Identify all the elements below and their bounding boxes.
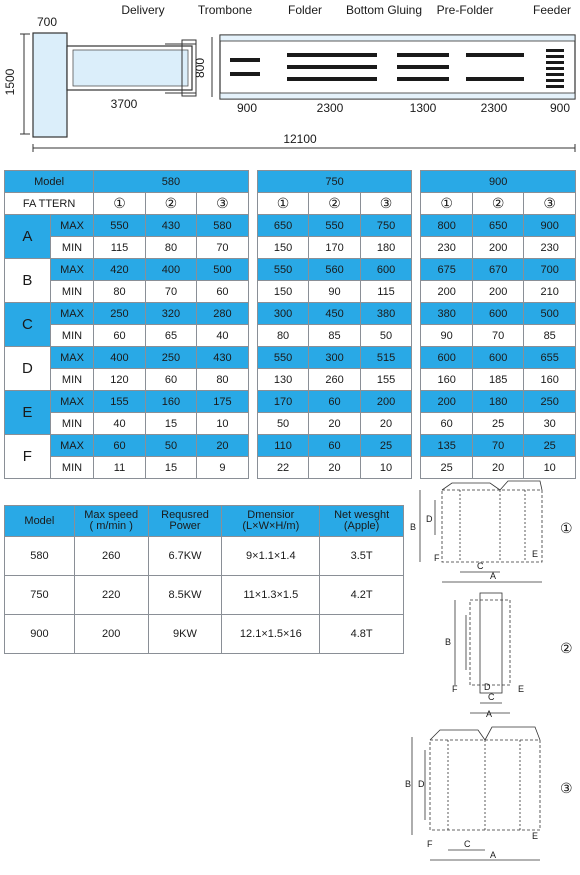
- box1-label-b: B: [410, 522, 417, 532]
- spec-header: [320, 506, 404, 537]
- pattern-number: ③: [197, 193, 248, 215]
- table-row: [5, 215, 576, 237]
- dim-900-a: 900: [236, 101, 258, 115]
- table-row: [5, 391, 576, 413]
- value-cell: 60: [197, 281, 248, 303]
- model-750: 750: [257, 171, 411, 193]
- value-cell: 20: [360, 413, 411, 435]
- table-row: [5, 259, 576, 281]
- min-label: MIN: [50, 457, 93, 479]
- pattern-number: ②: [145, 193, 196, 215]
- value-cell: 25: [524, 435, 576, 457]
- value-cell: 80: [197, 369, 248, 391]
- box3-label-d: D: [418, 779, 425, 789]
- value-cell: 90: [421, 325, 472, 347]
- spec-cell: 9×1.1×1.4: [222, 537, 320, 576]
- spec-cell: 6.7KW: [148, 537, 222, 576]
- value-cell: 900: [524, 215, 576, 237]
- value-cell: 200: [421, 391, 472, 413]
- value-cell: 160: [145, 391, 196, 413]
- table-row: [5, 413, 576, 435]
- station-label-feeder: Feeder: [532, 3, 572, 17]
- value-cell: 50: [145, 435, 196, 457]
- pattern-number: ①: [94, 193, 145, 215]
- value-cell: 700: [524, 259, 576, 281]
- value-cell: 70: [145, 281, 196, 303]
- model-580: 580: [94, 171, 248, 193]
- dim-800-label: 800: [193, 57, 207, 79]
- value-cell: 22: [257, 457, 308, 479]
- table-row: [5, 325, 576, 347]
- spec-header-line: Model: [24, 514, 55, 527]
- dimension-letter: F: [5, 435, 51, 479]
- value-cell: 90: [309, 281, 360, 303]
- pattern-number: ③: [524, 193, 576, 215]
- dim-3700-label: 3700: [110, 97, 138, 111]
- table-row: [5, 303, 576, 325]
- value-cell: 400: [94, 347, 145, 369]
- value-cell: 155: [360, 369, 411, 391]
- dimension-letter: C: [5, 303, 51, 347]
- value-cell: 20: [197, 435, 248, 457]
- value-cell: 11: [94, 457, 145, 479]
- box1-label-f: F: [434, 553, 440, 563]
- pattern-number: ①: [257, 193, 308, 215]
- spec-header-row: [5, 506, 404, 537]
- value-cell: 115: [94, 237, 145, 259]
- value-cell: 200: [472, 281, 523, 303]
- folder-bar-1: [230, 58, 260, 62]
- value-cell: 9: [197, 457, 248, 479]
- spec-header-line: (L×W×H/m): [242, 520, 300, 532]
- value-cell: 160: [524, 369, 576, 391]
- value-cell: 200: [472, 237, 523, 259]
- pattern-number: ②: [309, 193, 360, 215]
- min-label: MIN: [50, 369, 93, 391]
- value-cell: 300: [309, 347, 360, 369]
- value-cell: 20: [309, 413, 360, 435]
- dimension-letter: D: [5, 347, 51, 391]
- table-row: [5, 615, 404, 654]
- value-cell: 175: [197, 391, 248, 413]
- spec-header-line: Power: [169, 520, 201, 532]
- value-cell: 550: [309, 215, 360, 237]
- value-cell: 80: [257, 325, 308, 347]
- dimension-letter: E: [5, 391, 51, 435]
- value-cell: 180: [360, 237, 411, 259]
- value-cell: 25: [421, 457, 472, 479]
- feeder-bar-1: [546, 49, 564, 52]
- value-cell: 430: [197, 347, 248, 369]
- value-cell: 110: [257, 435, 308, 457]
- delivery-unit: [33, 33, 67, 137]
- value-cell: 655: [524, 347, 576, 369]
- value-cell: 260: [309, 369, 360, 391]
- box3-label-b: B: [405, 779, 412, 789]
- dim-700-label: 700: [36, 15, 58, 29]
- spec-cell: 4.2T: [320, 576, 404, 615]
- dim-2300-b: 2300: [480, 101, 508, 115]
- value-cell: 600: [472, 347, 523, 369]
- table-row: [5, 576, 404, 615]
- value-cell: 800: [421, 215, 472, 237]
- spec-cell: 9KW: [148, 615, 222, 654]
- box3-label-f: F: [427, 839, 433, 849]
- value-cell: 230: [421, 237, 472, 259]
- value-cell: 650: [257, 215, 308, 237]
- value-cell: 600: [472, 303, 523, 325]
- value-cell: 70: [472, 325, 523, 347]
- value-cell: 250: [524, 391, 576, 413]
- spec-header: [222, 506, 320, 537]
- value-cell: 20: [472, 457, 523, 479]
- value-cell: 200: [360, 391, 411, 413]
- value-cell: 170: [309, 237, 360, 259]
- max-label: MAX: [50, 303, 93, 325]
- value-cell: 550: [94, 215, 145, 237]
- value-cell: 250: [145, 347, 196, 369]
- value-cell: 60: [309, 435, 360, 457]
- box2-label-a: A: [486, 709, 493, 719]
- value-cell: 180: [472, 391, 523, 413]
- box-diagrams: [400, 475, 580, 875]
- value-cell: 80: [94, 281, 145, 303]
- dim-900-b: 900: [549, 101, 571, 115]
- value-cell: 85: [524, 325, 576, 347]
- gluing-bar-3: [397, 77, 449, 81]
- box2-label-c: C: [488, 692, 495, 702]
- pattern-number: ③: [360, 193, 411, 215]
- table-row: [5, 369, 576, 391]
- dimension-letter: A: [5, 215, 51, 259]
- value-cell: 60: [94, 435, 145, 457]
- feeder-bar-7: [546, 85, 564, 88]
- value-cell: 560: [309, 259, 360, 281]
- gluing-bar-2: [397, 65, 449, 69]
- spec-cell: 11×1.3×1.5: [222, 576, 320, 615]
- spec-cell: 900: [5, 615, 75, 654]
- table-row: [5, 347, 576, 369]
- feeder-bar-6: [546, 79, 564, 82]
- value-cell: 85: [309, 325, 360, 347]
- value-cell: 750: [360, 215, 411, 237]
- pattern-label: FA TTERN: [5, 193, 94, 215]
- table-row: [5, 537, 404, 576]
- table-row: [5, 281, 576, 303]
- spec-header-line: Max speed: [84, 509, 139, 521]
- box1-label-e: E: [532, 549, 539, 559]
- spec-table: [4, 505, 404, 654]
- spec-header: [74, 506, 148, 537]
- feeder-bar-4: [546, 67, 564, 70]
- prefolder-bar-1: [466, 53, 524, 57]
- value-cell: 25: [472, 413, 523, 435]
- spec-header: [5, 506, 75, 537]
- max-label: MAX: [50, 347, 93, 369]
- pattern-number: ①: [421, 193, 472, 215]
- value-cell: 155: [94, 391, 145, 413]
- spec-cell: 8.5KW: [148, 576, 222, 615]
- feeder-bar-3: [546, 61, 564, 64]
- value-cell: 40: [197, 325, 248, 347]
- box2-label-e: E: [518, 684, 525, 694]
- spec-cell: 580: [5, 537, 75, 576]
- value-cell: 50: [360, 325, 411, 347]
- station-label-delivery: Delivery: [121, 3, 165, 17]
- station-label-folder: Folder: [287, 3, 323, 17]
- box3-label-e: E: [532, 831, 539, 841]
- value-cell: 210: [524, 281, 576, 303]
- box2-label-d: D: [484, 682, 491, 692]
- value-cell: 70: [197, 237, 248, 259]
- value-cell: 320: [145, 303, 196, 325]
- prefolder-bar-2: [466, 77, 524, 81]
- box1-label-a: A: [490, 571, 497, 581]
- box2-label-f: F: [452, 684, 458, 694]
- station-label-trombone: Trombone: [197, 3, 253, 17]
- value-cell: 670: [472, 259, 523, 281]
- value-cell: 160: [421, 369, 472, 391]
- value-cell: 200: [421, 281, 472, 303]
- value-cell: 25: [360, 435, 411, 457]
- box1-number: ①: [560, 520, 573, 536]
- value-cell: 650: [472, 215, 523, 237]
- spec-header-line: Net wesght: [334, 509, 390, 521]
- value-cell: 50: [257, 413, 308, 435]
- value-cell: 70: [472, 435, 523, 457]
- spec-cell: 12.1×1.5×16: [222, 615, 320, 654]
- dim-1500-label: 1500: [3, 68, 17, 96]
- value-cell: 675: [421, 259, 472, 281]
- value-cell: 600: [360, 259, 411, 281]
- folder-bar-4: [287, 65, 377, 69]
- value-cell: 40: [94, 413, 145, 435]
- pattern-number: ②: [472, 193, 523, 215]
- spec-cell: 750: [5, 576, 75, 615]
- value-cell: 65: [145, 325, 196, 347]
- table-row: [5, 435, 576, 457]
- spec-header-line: ( m/min ): [89, 520, 133, 532]
- value-cell: 430: [145, 215, 196, 237]
- value-cell: 20: [309, 457, 360, 479]
- spec-cell: 220: [74, 576, 148, 615]
- gluing-bar-1: [397, 53, 449, 57]
- folder-bar-3: [287, 53, 377, 57]
- value-cell: 10: [524, 457, 576, 479]
- value-cell: 30: [524, 413, 576, 435]
- value-cell: 515: [360, 347, 411, 369]
- value-cell: 550: [257, 259, 308, 281]
- value-cell: 170: [257, 391, 308, 413]
- value-cell: 185: [472, 369, 523, 391]
- min-label: MIN: [50, 325, 93, 347]
- feeder-bar-2: [546, 55, 564, 58]
- box1-label-d: D: [426, 514, 433, 524]
- spec-header-line: (Apple): [343, 520, 380, 532]
- max-label: MAX: [50, 215, 93, 237]
- value-cell: 550: [257, 347, 308, 369]
- dim-2300-a: 2300: [316, 101, 344, 115]
- value-cell: 10: [197, 413, 248, 435]
- max-label: MAX: [50, 435, 93, 457]
- min-label: MIN: [50, 413, 93, 435]
- spec-cell: 3.5T: [320, 537, 404, 576]
- table-row: [5, 237, 576, 259]
- max-label: MAX: [50, 391, 93, 413]
- value-cell: 135: [421, 435, 472, 457]
- value-cell: 60: [309, 391, 360, 413]
- station-label-bottom-gluing-text: Bottom Gluing: [345, 3, 423, 17]
- min-label: MIN: [50, 237, 93, 259]
- value-cell: 450: [309, 303, 360, 325]
- max-label: MAX: [50, 259, 93, 281]
- value-cell: 500: [197, 259, 248, 281]
- value-cell: 80: [145, 237, 196, 259]
- value-cell: 115: [360, 281, 411, 303]
- folder-bar-5: [287, 77, 377, 81]
- station-label-bottom-gluing: [346, 3, 422, 17]
- feeder-bar-5: [546, 73, 564, 76]
- value-cell: 250: [94, 303, 145, 325]
- value-cell: 400: [145, 259, 196, 281]
- value-cell: 60: [145, 369, 196, 391]
- pattern-subheader-row: [5, 193, 576, 215]
- dim-total-label: 12100: [283, 132, 317, 146]
- spec-cell: 4.8T: [320, 615, 404, 654]
- value-cell: 380: [421, 303, 472, 325]
- spec-cell: 260: [74, 537, 148, 576]
- machine-layout-diagram: [0, 0, 580, 160]
- value-cell: 280: [197, 303, 248, 325]
- value-cell: 380: [360, 303, 411, 325]
- value-cell: 130: [257, 369, 308, 391]
- box3-label-a: A: [490, 850, 497, 860]
- box2-label-b: B: [445, 637, 452, 647]
- value-cell: 120: [94, 369, 145, 391]
- value-cell: 60: [421, 413, 472, 435]
- spec-cell: 200: [74, 615, 148, 654]
- dimension-letter: B: [5, 259, 51, 303]
- value-cell: 420: [94, 259, 145, 281]
- value-cell: 15: [145, 457, 196, 479]
- box3-label-c: C: [464, 839, 471, 849]
- value-cell: 60: [94, 325, 145, 347]
- value-cell: 500: [524, 303, 576, 325]
- spec-header-line: Dmensior: [247, 509, 295, 521]
- folder-bar-2: [230, 72, 260, 76]
- value-cell: 10: [360, 457, 411, 479]
- box2-number: ②: [560, 640, 573, 656]
- value-cell: 150: [257, 281, 308, 303]
- pattern-header-row: [5, 171, 576, 193]
- value-cell: 15: [145, 413, 196, 435]
- value-cell: 600: [421, 347, 472, 369]
- value-cell: 300: [257, 303, 308, 325]
- box3-number: ③: [560, 780, 573, 796]
- spec-header: [148, 506, 222, 537]
- value-cell: 230: [524, 237, 576, 259]
- model-label: Model: [5, 171, 94, 193]
- value-cell: 580: [197, 215, 248, 237]
- station-label-pre-folder: Pre-Folder: [436, 3, 494, 17]
- pattern-range-table: [4, 170, 576, 479]
- min-label: MIN: [50, 281, 93, 303]
- box1-label-c: C: [477, 561, 484, 571]
- model-900: 900: [421, 171, 576, 193]
- value-cell: 150: [257, 237, 308, 259]
- dim-1300: 1300: [409, 101, 437, 115]
- spec-header-line: Requsred: [161, 509, 209, 521]
